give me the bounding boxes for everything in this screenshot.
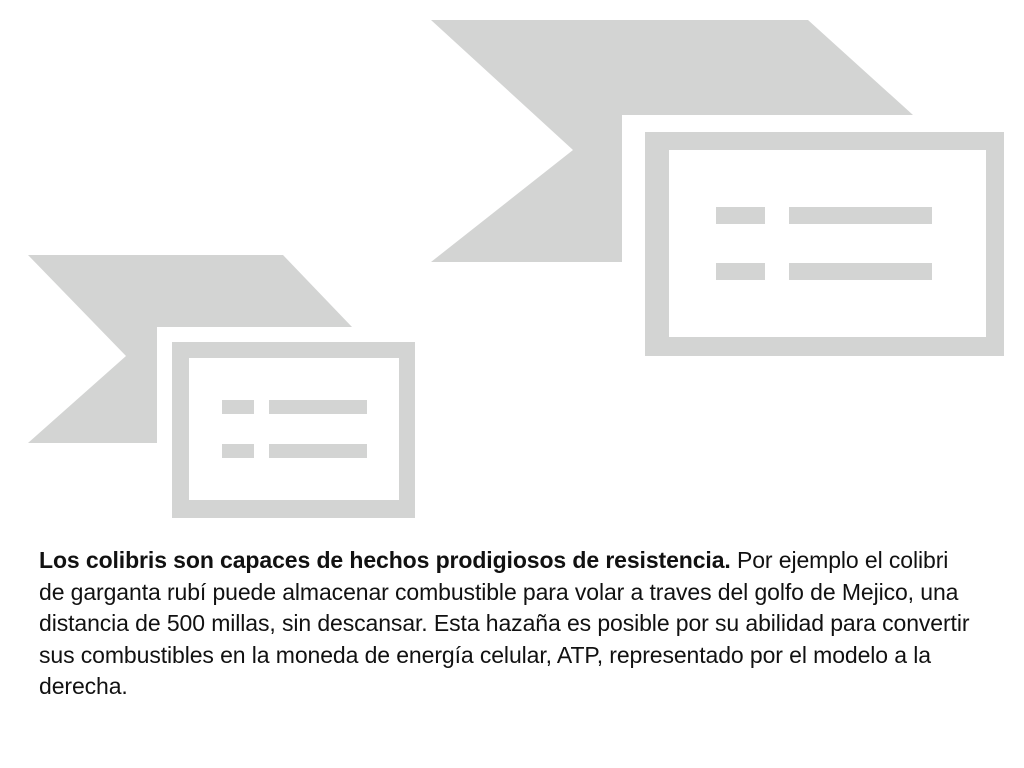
large-image-placeholder-icon bbox=[431, 20, 1004, 356]
small-image-placeholder-icon bbox=[28, 255, 415, 518]
caption-body-text: Por ejemplo el colibri de garganta rubí puede almacenar combustible para volar a traves del golfo de Mejico, una distancia de 500 millas, sin descansar. Esta hazaña es posible por su abilidad para convertir sus combustibles en la moneda de energía celular, ATP, representado por el modelo a la derecha. bbox=[39, 547, 970, 699]
caption-paragraph bbox=[39, 545, 979, 703]
caption-bold-lead: Los colibris son capaces de hechos prodigiosos de resistencia. bbox=[39, 547, 731, 573]
